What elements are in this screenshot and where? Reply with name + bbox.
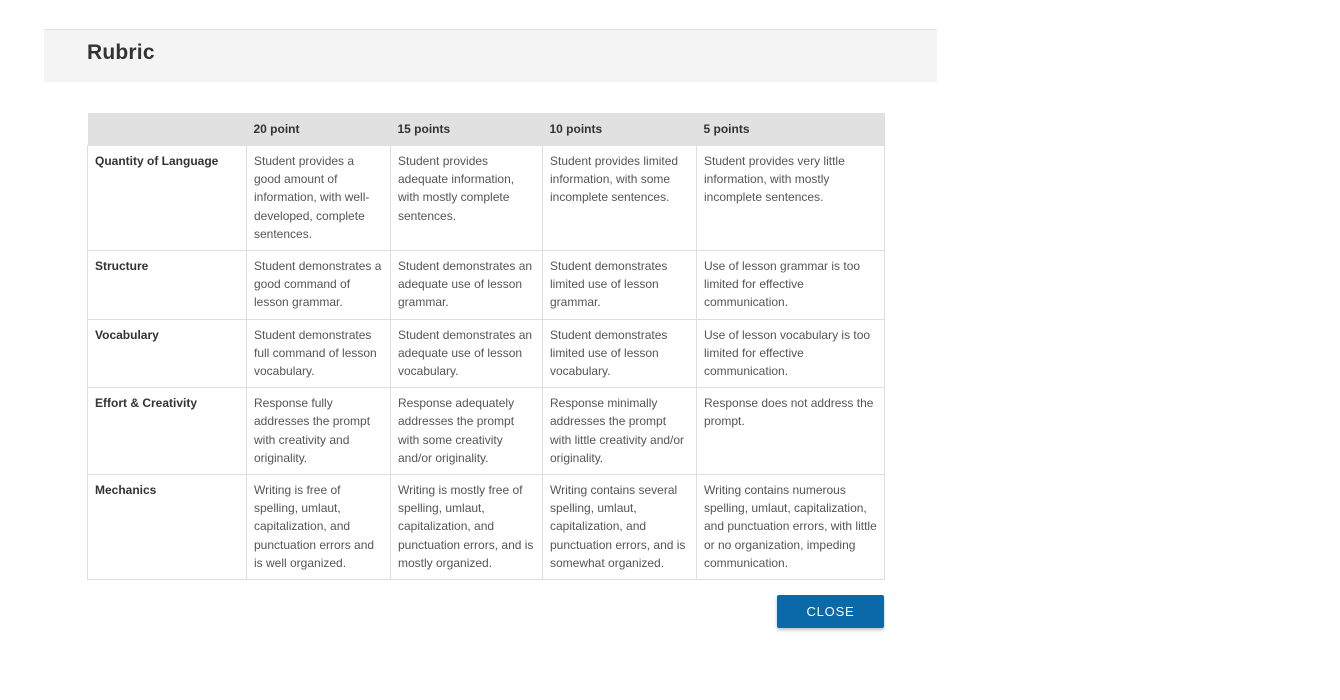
rubric-cell: Student demonstrates limited use of lesson vocabulary. [543,319,697,388]
rubric-cell: Student demonstrates a good command of lesson grammar. [247,251,391,320]
rubric-cell: Writing contains numerous spelling, umlaut, capitalization, and punctuation errors, with little or no organization, impeding communication. [697,475,885,580]
column-header-10-points: 10 points [543,113,697,146]
rubric-cell: Student demonstrates limited use of lesson grammar. [543,251,697,320]
rubric-table-header [88,113,885,146]
modal-header [44,29,937,82]
column-header-5-points: 5 points [697,113,885,146]
column-header-15-points: 15 points [391,113,543,146]
rubric-cell: Student provides a good amount of information, with well-developed, complete sentences. [247,146,391,251]
rubric-cell: Student provides adequate information, with mostly complete sentences. [391,146,543,251]
criterion-vocabulary: Vocabulary [88,319,247,388]
criterion-quantity-of-language: Quantity of Language [88,146,247,251]
rubric-table [87,113,885,580]
table-row [88,475,885,580]
close-button[interactable]: CLOSE [777,595,884,628]
criterion-structure: Structure [88,251,247,320]
criterion-mechanics: Mechanics [88,475,247,580]
rubric-cell: Writing contains several spelling, umlaut, capitalization, and punctuation errors, and is somewhat organized. [543,475,697,580]
rubric-cell: Student demonstrates full command of lesson vocabulary. [247,319,391,388]
criterion-effort-creativity: Effort & Creativity [88,388,247,475]
rubric-cell: Student demonstrates an adequate use of lesson grammar. [391,251,543,320]
rubric-cell: Student demonstrates an adequate use of lesson vocabulary. [391,319,543,388]
table-row [88,319,885,388]
table-row [88,388,885,475]
rubric-cell: Writing is mostly free of spelling, umlaut, capitalization, and punctuation errors, and is mostly organized. [391,475,543,580]
rubric-cell: Response adequately addresses the prompt with some creativity and/or originality. [391,388,543,475]
table-row [88,251,885,320]
rubric-cell: Writing is free of spelling, umlaut, capitalization, and punctuation errors and is well organized. [247,475,391,580]
column-header-20-points: 20 point [247,113,391,146]
rubric-table-body [88,146,885,580]
rubric-cell: Response fully addresses the prompt with creativity and originality. [247,388,391,475]
modal-title: Rubric [87,41,155,64]
table-header-row [88,113,885,146]
rubric-cell: Response does not address the prompt. [697,388,885,475]
rubric-cell: Use of lesson grammar is too limited for effective communication. [697,251,885,320]
rubric-cell: Response minimally addresses the prompt with little creativity and/or originality. [543,388,697,475]
column-header-criterion [88,113,247,146]
rubric-cell: Use of lesson vocabulary is too limited for effective communication. [697,319,885,388]
rubric-cell: Student provides very little information, with mostly incomplete sentences. [697,146,885,251]
rubric-modal [44,29,937,669]
rubric-cell: Student provides limited information, with some incomplete sentences. [543,146,697,251]
table-row [88,146,885,251]
